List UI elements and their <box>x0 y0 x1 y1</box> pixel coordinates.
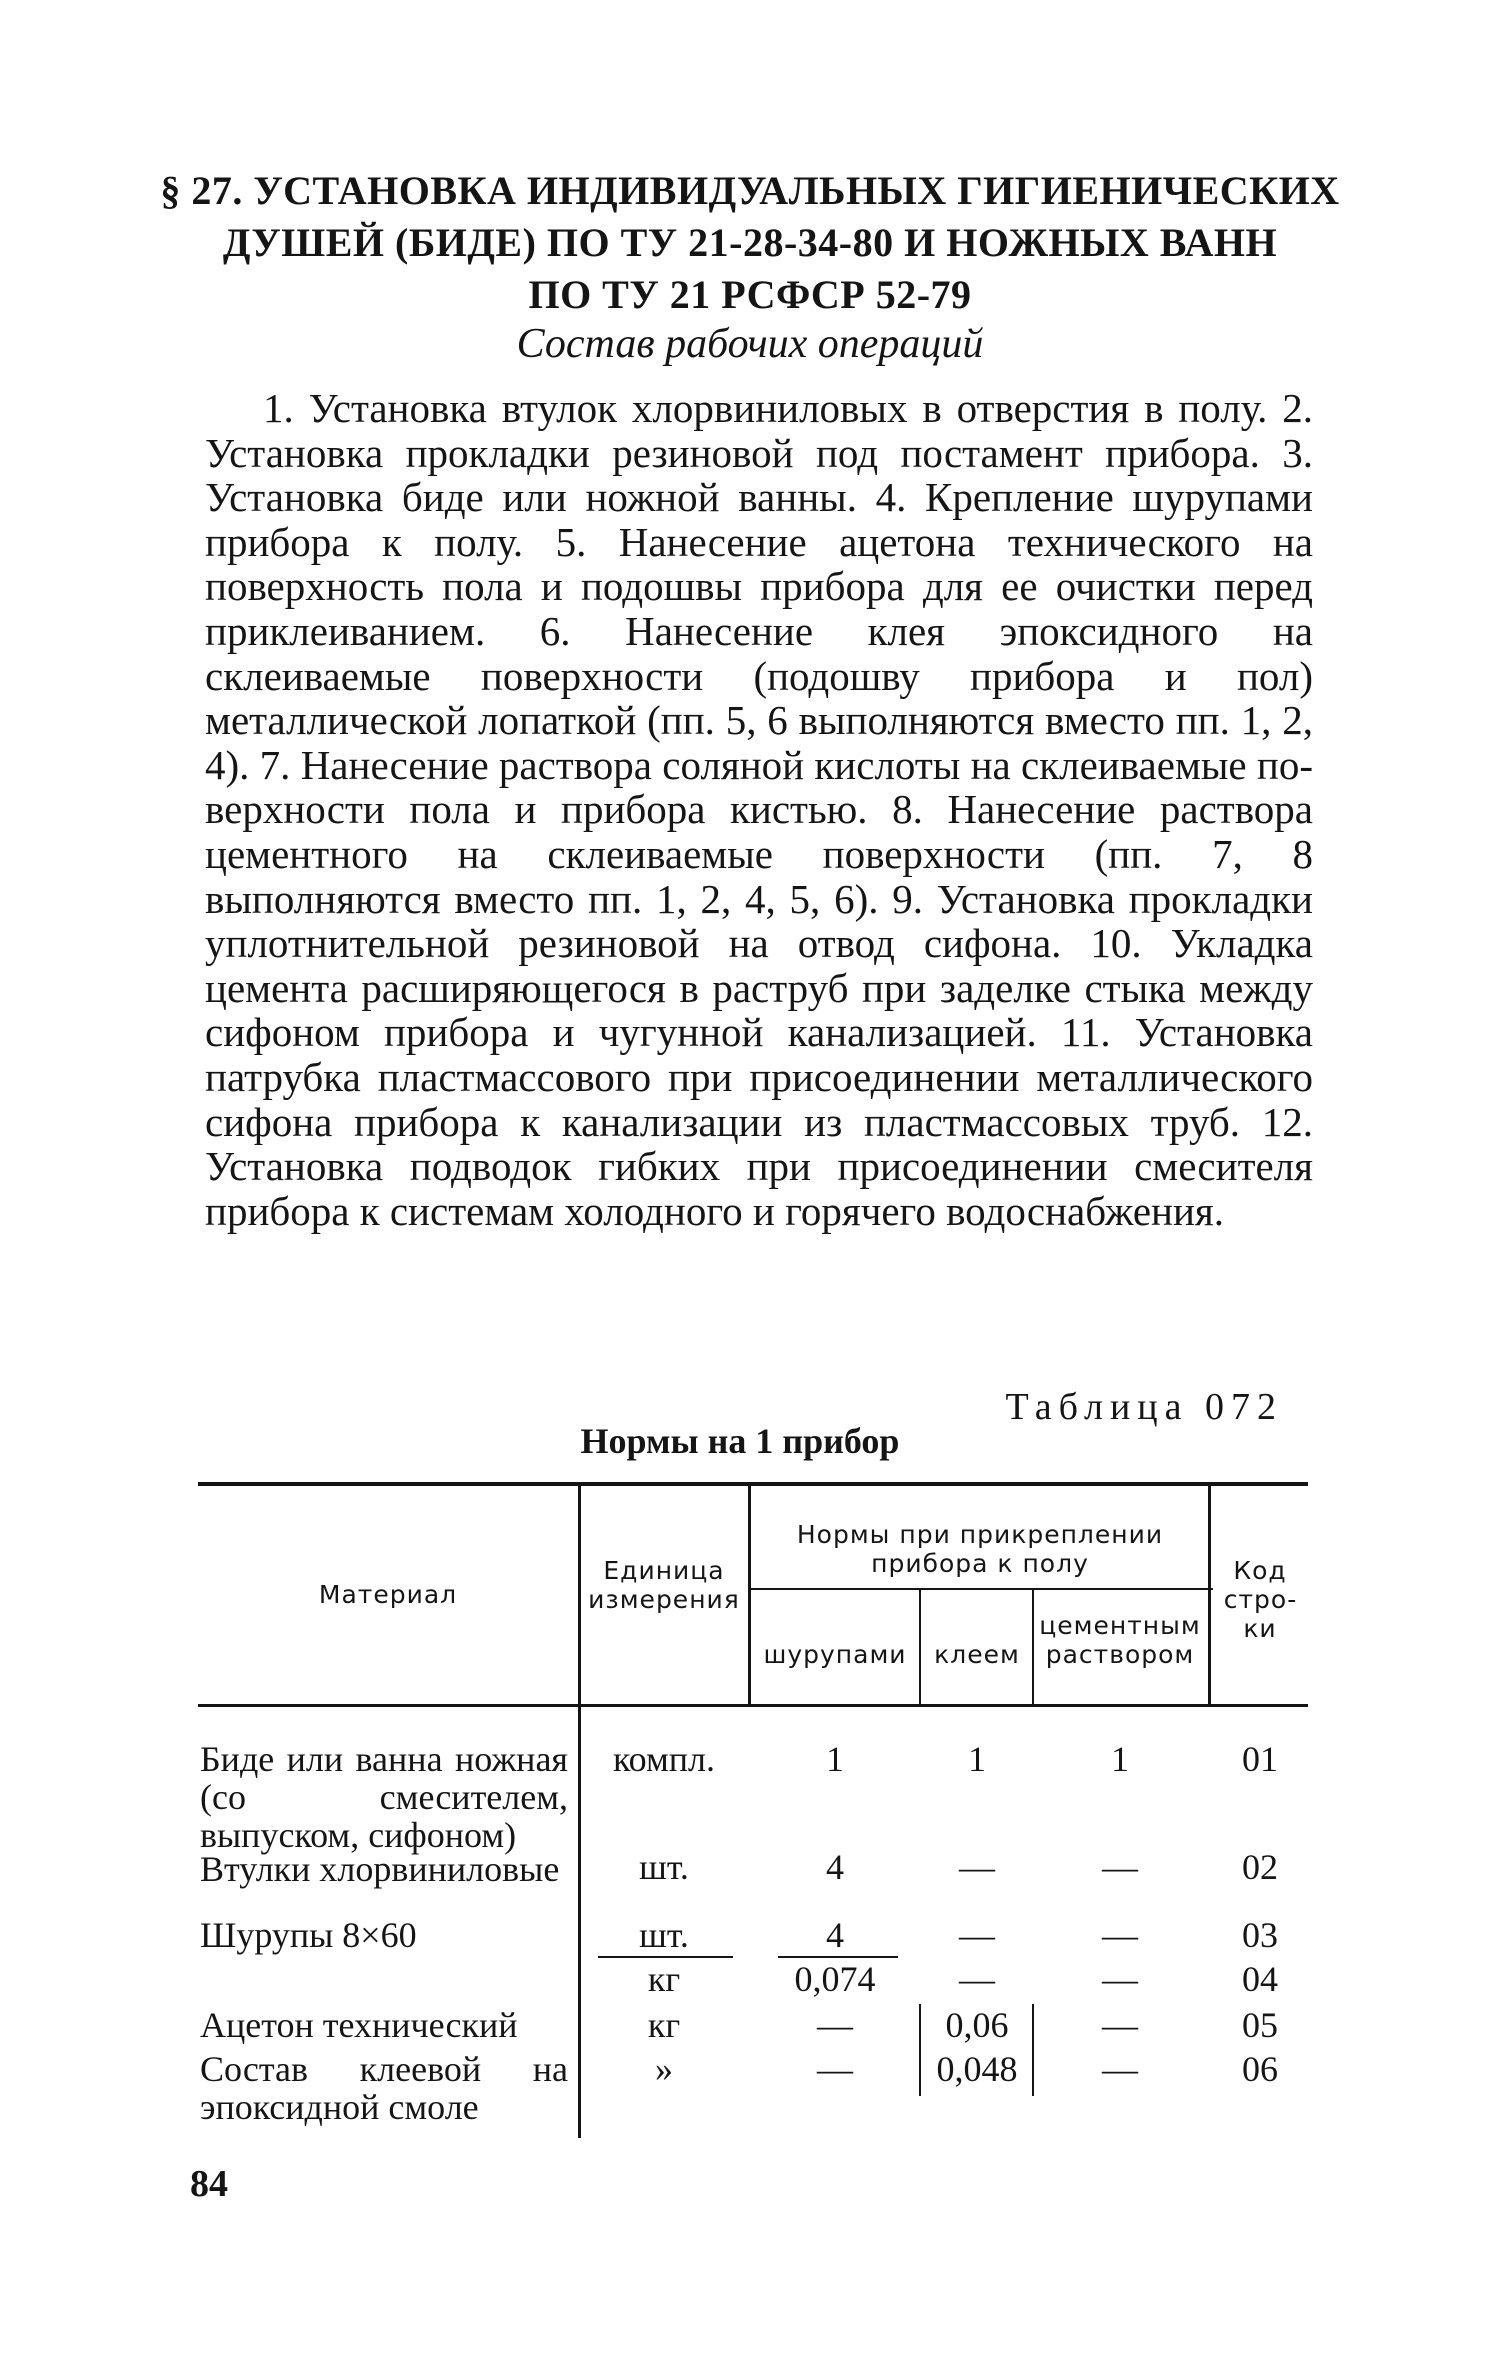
row-material: Состав клеевой на эпоксидной смоле <box>200 2049 568 2127</box>
row-cement: — <box>1102 1847 1138 1887</box>
row-code: 06 <box>1242 2049 1278 2089</box>
table-top-rule <box>198 1482 1308 1486</box>
table-column-divider <box>919 1588 921 1706</box>
row-unit: компл. <box>613 1739 715 1779</box>
table-title: Нормы на 1 прибор <box>580 1421 900 1461</box>
row-material: Ацетон технический <box>200 2005 518 2045</box>
page-number: 84 <box>190 2163 228 2205</box>
table-column-divider <box>748 1484 751 1706</box>
row-cement: — <box>1102 1959 1138 1999</box>
row-cement: — <box>1102 2005 1138 2045</box>
section-heading-line-1: § 27. УСТАНОВКА ИНДИВИДУАЛЬНЫХ ГИГИЕНИЧЕСКИХ <box>160 168 1340 213</box>
row-screws: — <box>817 2049 853 2089</box>
row-cement: — <box>1102 1915 1138 1955</box>
operations-subtitle: Состав рабочих операций <box>516 321 984 367</box>
table-column-divider <box>1032 1588 1034 1706</box>
row-code: 05 <box>1242 2005 1278 2045</box>
row-glue: — <box>959 1847 995 1887</box>
row-cement: — <box>1102 2049 1138 2089</box>
row-glue: — <box>959 1915 995 1955</box>
value-underline <box>778 1956 898 1958</box>
row-screws: 4 <box>826 1847 844 1887</box>
norms-group-rule <box>748 1588 1213 1590</box>
row-material: Шурупы 8×60 <box>200 1915 417 1955</box>
row-glue: 0,06 <box>945 2005 1009 2045</box>
row-code: 01 <box>1242 1739 1278 1779</box>
header-screws: шурупами <box>763 1640 907 1669</box>
row-unit: кг <box>647 1959 681 1999</box>
row-code: 02 <box>1242 1847 1278 1887</box>
section-heading-line-2: ДУШЕЙ (БИДЕ) ПО ТУ 21-28-34-80 И НОЖНЫХ ВАНН <box>222 220 1278 265</box>
row-cement: 1 <box>1111 1739 1129 1779</box>
unit-underline <box>598 1956 733 1958</box>
table-column-divider <box>1208 1484 1211 1706</box>
header-material: Материал <box>318 1580 458 1609</box>
table-number: Таблица 072 <box>1005 1386 1283 1428</box>
row-screws: 0,074 <box>794 1959 876 1999</box>
row-glue: — <box>959 1959 995 1999</box>
header-glue: клеем <box>934 1640 1020 1669</box>
row-screws: 4 <box>826 1915 844 1955</box>
row-unit: шт. <box>639 1915 689 1955</box>
table-column-divider <box>919 2004 921 2096</box>
row-glue: 0,048 <box>936 2049 1018 2089</box>
header-unit: Единица измерения <box>588 1556 740 1614</box>
row-screws: — <box>817 2005 853 2045</box>
row-screws: 1 <box>826 1739 844 1779</box>
table-column-divider <box>1032 2004 1034 2096</box>
row-unit: шт. <box>639 1847 689 1887</box>
row-material: Втулки хлорвиниловые <box>200 1849 560 1889</box>
header-code: Код строки <box>1223 1556 1297 1643</box>
header-norms-group: Нормы при прикреплении прибора к полу <box>796 1520 1164 1578</box>
row-code: 04 <box>1242 1959 1278 1999</box>
operations-paragraph: 1. Установка втулок хлорвиниловых в отверстия в полу. 2. Установка прокладки резиновой под постамент прибора. 3. Установка биде или ножной ванны. 4. Крепление шурупами прибора к полу. 5. Нанесение ацетона технического на поверхность пола и подошвы прибора для ее очистки перед приклеиванием. 6. Нанесение клея эпоксидного на склеиваемые поверхности (подошву прибора и пол) металлической лопаткой (пп. 5, 6 выполняются вместо пп. 1, 2, 4). 7. Нанесение раствора соляной кислоты на склеиваемые поверхности пола и прибора кистью. 8. Нанесение раствора цементного на склеиваемые поверхности (пп. 7, 8 выполняются вместо пп. 1, 2, 4, 5, 6). 9. Установка прокладки уплотнительной резиновой на отвод сифона. 10. Укладка цемента расширяющегося в раструб при заделке стыка между сифоном прибора и чугунной канализацией. 11. Установка патрубка пластмассового при присоединении металлического сифона прибора к канализации из пластмассовых труб. 12. Установка подводок гибких при присоединении смесителя прибора к системам холодного и горячего водоснабжения. <box>205 385 1313 1234</box>
row-code: 03 <box>1242 1915 1278 1955</box>
section-heading-line-3: ПО ТУ 21 РСФСР 52-79 <box>528 272 972 317</box>
row-unit: кг <box>647 2005 681 2045</box>
table-column-divider <box>578 1484 581 2138</box>
row-material: Биде или ванна ножная (со смесителем, выпуском, сифоном) <box>200 1739 568 1855</box>
row-unit: » <box>655 2049 673 2089</box>
table-header-rule <box>198 1704 1308 1707</box>
row-glue: 1 <box>968 1739 986 1779</box>
header-cement: цементным раствором <box>1039 1611 1201 1669</box>
